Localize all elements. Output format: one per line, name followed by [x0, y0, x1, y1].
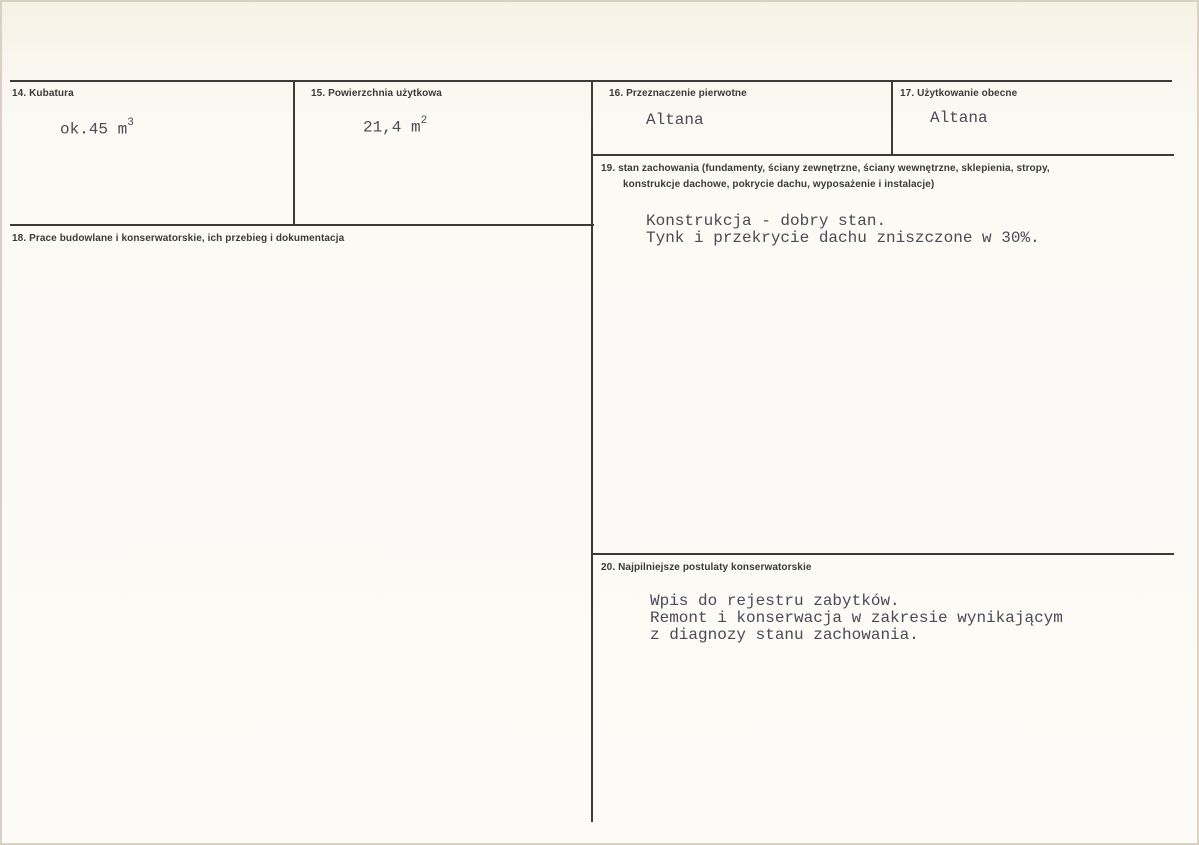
original-purpose-label: 16. Przeznaczenie pierwotne [609, 88, 747, 99]
condition-label-line-2: konstrukcje dachowe, pokrycie dachu, wyposażenie i instalacje) [623, 179, 935, 190]
divider-16-17 [891, 80, 893, 155]
usable-area-label: 15. Powierzchnia użytkowa [311, 88, 442, 99]
postulates-label: 20. Najpilniejsze postulaty konserwatorskie [601, 562, 812, 573]
cubature-value-text: ok.45 m [60, 120, 128, 139]
usable-area-value-text: 21,4 m [363, 118, 421, 137]
usable-area-exponent: 2 [420, 115, 428, 127]
rule-under-16-17 [593, 154, 1174, 156]
condition-line-1: Konstrukcja - dobry stan. [646, 212, 887, 230]
original-purpose-value: Altana [646, 111, 704, 129]
condition-line-2: Tynk i przekrycie dachu zniszczone w 30%. [646, 229, 1040, 247]
rule-above-20 [593, 553, 1174, 555]
cubature-value [60, 117, 134, 138]
cubature-exponent: 3 [127, 117, 134, 129]
cubature-label: 14. Kubatura [12, 88, 74, 99]
postulates-line-1: Wpis do rejestru zabytków. [650, 592, 900, 610]
condition-label-line-1: 19. stan zachowania (fundamenty, ściany zewnętrzne, ściany wewnętrzne, sklepienia, stropy, [601, 163, 1050, 174]
postulates-line-3: z diagnozy stanu zachowania. [650, 626, 919, 644]
construction-works-label: 18. Prace budowlane i konserwatorskie, ich przebieg i dokumentacja [12, 233, 345, 244]
divider-14-15 [293, 80, 295, 225]
rule-under-14-15 [10, 224, 594, 226]
divider-main [591, 80, 593, 822]
current-use-value: Altana [930, 109, 988, 127]
usable-area-value [363, 115, 427, 136]
postulates-line-2: Remont i konserwacja w zakresie wynikającym [650, 609, 1063, 627]
current-use-label: 17. Użytkowanie obecne [900, 88, 1018, 99]
